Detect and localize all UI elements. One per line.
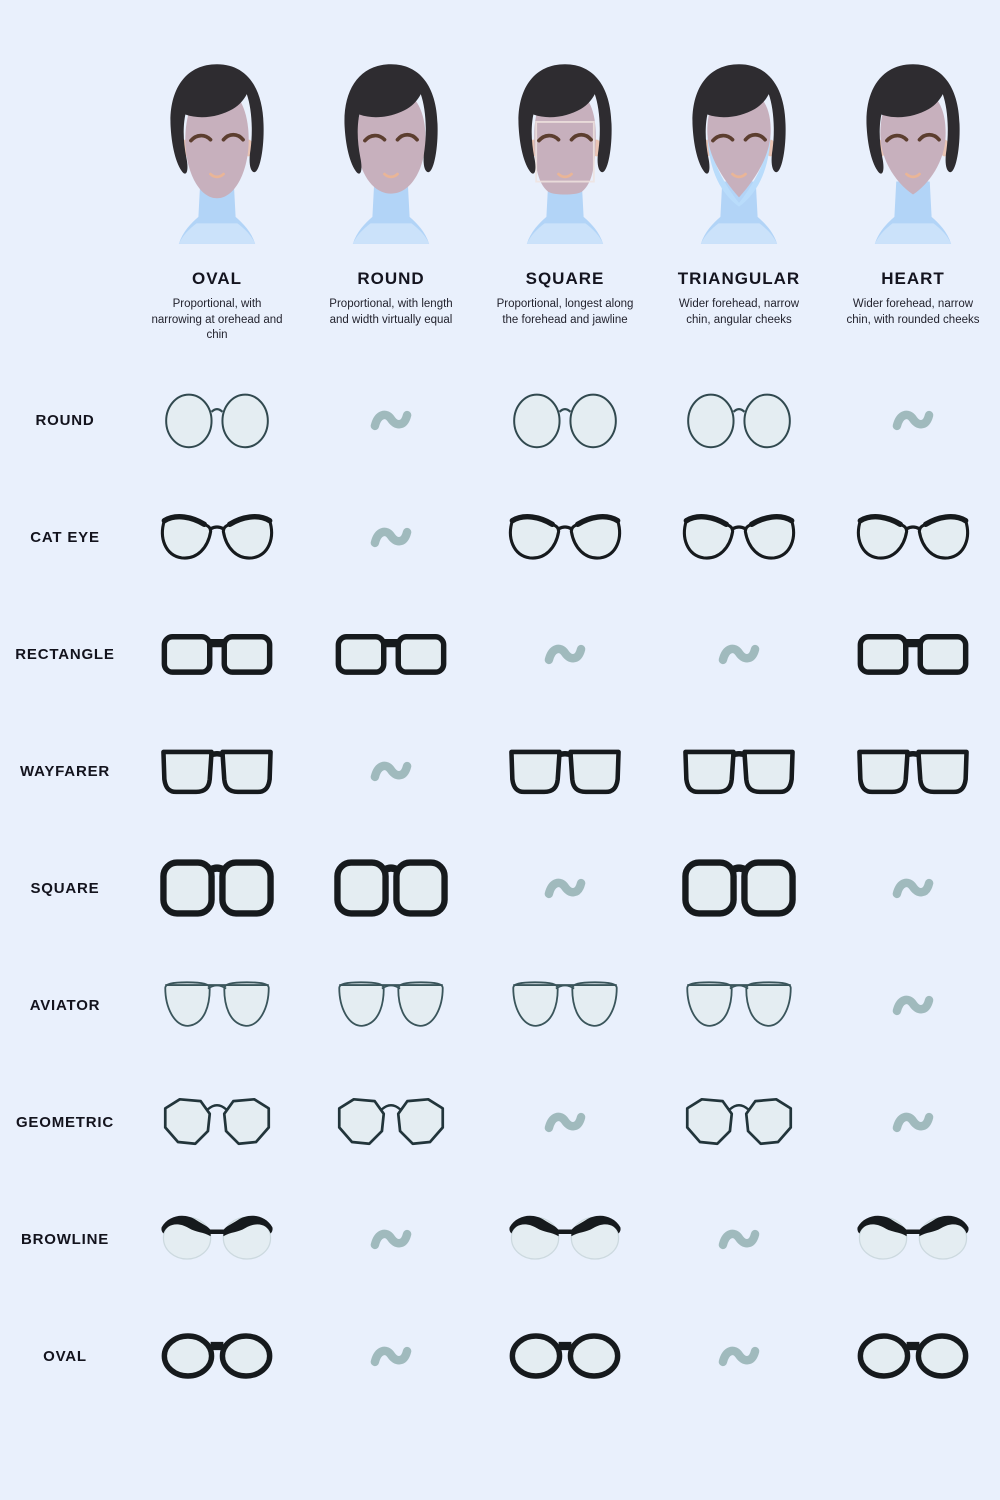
not-suitable-tilde-icon — [652, 1298, 826, 1415]
browline-glasses-icon — [826, 1181, 1000, 1298]
round-glasses-icon — [130, 362, 304, 479]
face-column-triangular — [668, 55, 810, 328]
not-suitable-tilde-icon — [304, 1298, 478, 1415]
not-suitable-tilde-icon — [652, 596, 826, 713]
not-suitable-tilde-icon — [826, 947, 1000, 1064]
not-suitable-tilde-icon — [304, 362, 478, 479]
not-suitable-tilde-icon — [478, 596, 652, 713]
face-shape-description: Proportional, with narrowing at orehead and chin — [151, 298, 283, 342]
not-suitable-tilde-icon — [826, 830, 1000, 947]
aviator-glasses-icon — [304, 947, 478, 1064]
glasses-style-row — [0, 362, 1000, 479]
wayfarer-glasses-icon — [652, 713, 826, 830]
face-shape-title: ROUND — [357, 269, 425, 288]
rectangle-glasses-icon — [826, 596, 1000, 713]
heart-face-icon — [843, 55, 983, 255]
cateye-glasses-icon — [652, 479, 826, 596]
glasses-style-row — [0, 1064, 1000, 1181]
geometric-glasses-icon — [130, 1064, 304, 1181]
face-shape-header — [0, 0, 1000, 344]
aviator-glasses-icon — [130, 947, 304, 1064]
not-suitable-tilde-icon — [826, 1064, 1000, 1181]
wayfarer-glasses-icon — [130, 713, 304, 830]
round-face-icon — [321, 55, 461, 255]
face-column-round — [320, 55, 462, 328]
not-suitable-tilde-icon — [304, 1181, 478, 1298]
not-suitable-tilde-icon — [478, 1064, 652, 1181]
cateye-glasses-icon — [826, 479, 1000, 596]
triangular-face-icon — [669, 55, 809, 255]
row-label: ROUND — [35, 411, 95, 429]
not-suitable-tilde-icon — [304, 479, 478, 596]
geometric-glasses-icon — [304, 1064, 478, 1181]
face-shape-title: TRIANGULAR — [677, 269, 801, 288]
glasses-style-row — [0, 1298, 1000, 1415]
row-label: BROWLINE — [20, 1230, 110, 1248]
round-glasses-icon — [478, 362, 652, 479]
row-label: RECTANGLE — [15, 645, 115, 663]
oval-glasses-icon — [826, 1298, 1000, 1415]
glasses-style-row — [0, 1181, 1000, 1298]
square-glasses-icon — [304, 830, 478, 947]
oval-glasses-icon — [478, 1298, 652, 1415]
wayfarer-glasses-icon — [826, 713, 1000, 830]
glasses-style-row — [0, 830, 1000, 947]
rectangle-glasses-icon — [304, 596, 478, 713]
row-label: CAT EYE — [30, 528, 100, 546]
face-column-square — [494, 55, 636, 328]
row-label: AVIATOR — [29, 996, 101, 1014]
square-glasses-icon — [130, 830, 304, 947]
glasses-style-row — [0, 479, 1000, 596]
rectangle-glasses-icon — [130, 596, 304, 713]
face-shape-description: Wider forehead, narrow chin, with rounded cheeks — [846, 298, 980, 326]
matrix-rows — [0, 362, 1000, 1415]
not-suitable-tilde-icon — [304, 713, 478, 830]
cateye-glasses-icon — [130, 479, 304, 596]
browline-glasses-icon — [130, 1181, 304, 1298]
not-suitable-tilde-icon — [826, 362, 1000, 479]
aviator-glasses-icon — [652, 947, 826, 1064]
round-glasses-icon — [652, 362, 826, 479]
face-column-oval — [146, 55, 288, 344]
oval-glasses-icon — [130, 1298, 304, 1415]
row-label: GEOMETRIC — [15, 1113, 115, 1131]
oval-face-icon — [147, 55, 287, 255]
row-label: WAYFARER — [19, 762, 111, 780]
face-shape-description: Wider forehead, narrow chin, angular cheeks — [678, 298, 800, 326]
row-label: SQUARE — [30, 879, 100, 897]
face-shape-description: Proportional, longest along the forehead and jawline — [496, 298, 634, 326]
glasses-style-row — [0, 713, 1000, 830]
aviator-glasses-icon — [478, 947, 652, 1064]
face-shape-title: SQUARE — [525, 269, 605, 288]
face-column-heart — [842, 55, 984, 328]
glasses-style-row — [0, 947, 1000, 1064]
not-suitable-tilde-icon — [652, 1181, 826, 1298]
face-shape-title: HEART — [881, 269, 945, 288]
geometric-glasses-icon — [652, 1064, 826, 1181]
row-label: OVAL — [43, 1347, 87, 1365]
face-shape-description: Proportional, with length and width virtually equal — [329, 298, 453, 326]
cateye-glasses-icon — [478, 479, 652, 596]
wayfarer-glasses-icon — [478, 713, 652, 830]
square-face-icon — [495, 55, 635, 255]
square-glasses-icon — [652, 830, 826, 947]
browline-glasses-icon — [478, 1181, 652, 1298]
not-suitable-tilde-icon — [478, 830, 652, 947]
glasses-style-row — [0, 596, 1000, 713]
face-shape-title: OVAL — [192, 269, 242, 288]
